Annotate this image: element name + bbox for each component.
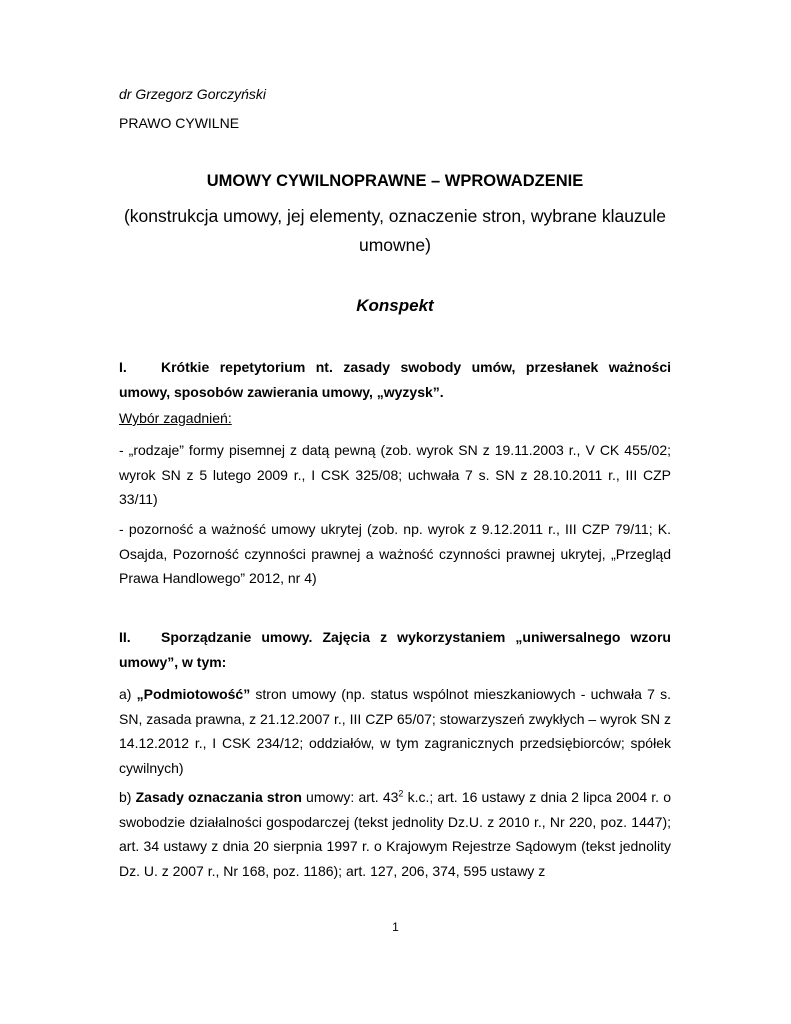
item-a-prefix: a) xyxy=(119,686,137,702)
section-2-number: II. xyxy=(119,629,131,645)
section-2-item-b xyxy=(119,785,671,883)
item-b-text-2: k.c.; art. 16 ustawy z dnia 2 lipca 2004 r. o swobodzie działalności gospodarczej (tekst jednolity Dz.U. z 2010 r., Nr 220, poz. 1447); art. 34 ustawy z dnia 20 sierpnia 1997 r. o Krajowym Rejestrze Sądowym (tekst jednolity Dz. U. z 2007 r., Nr 168, poz. 1186); art. 127, 206, 374, 595 ustawy z xyxy=(119,789,672,879)
item-a-text: stron umowy (np. status wspólnot mieszkaniowych - uchwała 7 s. SN, zasada prawna, z 21.12.2007 r., III CZP 65/07; stowarzyszeń zwykłych – wyrok SN z 14.12.2012 r., I CSK 234/12; oddziałów, w tym zagranicznych przedsiębiorców; spółek cywilnych) xyxy=(119,686,671,776)
section-1-heading xyxy=(119,355,671,404)
item-b-prefix: b) xyxy=(119,789,136,805)
document-subtitle: (konstrukcja umowy, jej elementy, oznaczenie stron, wybrane klauzule umowne) xyxy=(123,206,667,255)
section-2-heading xyxy=(119,625,671,674)
selection-label: Wybór zagadnień: xyxy=(119,410,232,426)
selection-label-row xyxy=(119,406,671,431)
section-1-title: Krótkie repetytorium nt. zasady swobody umów, przesłanek ważności umowy, sposobów zawierania umowy, „wyzysk”. xyxy=(119,359,671,400)
section-1-item-2: - pozorność a ważność umowy ukrytej (zob. np. wyrok z 9.12.2011 r., III CZP 79/11; K. Osajda, Pozorność czynności prawnej a ważność czynności prawnej ukrytej, „Przegląd Prawa Handlowego” 2012, nr 4) xyxy=(119,521,671,586)
item-b-bold-term: Zasady oznaczania stron xyxy=(135,789,302,805)
author-name: dr Grzegorz Gorczyński xyxy=(119,86,267,102)
course-subject: PRAWO CYWILNE xyxy=(119,115,240,131)
page-number: 1 xyxy=(392,920,399,934)
section-1-number: I. xyxy=(119,359,127,375)
item-b-superscript: 2 xyxy=(398,788,404,799)
document-title: UMOWY CYWILNOPRAWNE – WPROWADZENIE xyxy=(206,172,584,190)
section-2-item-a xyxy=(119,682,671,780)
konspekt-heading: Konspekt xyxy=(356,296,434,315)
item-b-text-1: umowy: art. 43 xyxy=(301,789,399,805)
item-a-bold-term: „Podmiotowość” xyxy=(136,686,251,702)
section-2-title: Sporządzanie umowy. Zajęcia z wykorzystaniem „uniwersalnego wzoru umowy”, w tym: xyxy=(119,629,671,670)
section-1-item-1: - „rodzaje” formy pisemnej z datą pewną (zob. wyrok SN z 19.11.2003 r., V CK 455/02; wyrok SN z 5 lutego 2009 r., I CSK 325/08; uchwała 7 s. SN z 28.10.2011 r., III CZP 33/11) xyxy=(119,442,671,507)
